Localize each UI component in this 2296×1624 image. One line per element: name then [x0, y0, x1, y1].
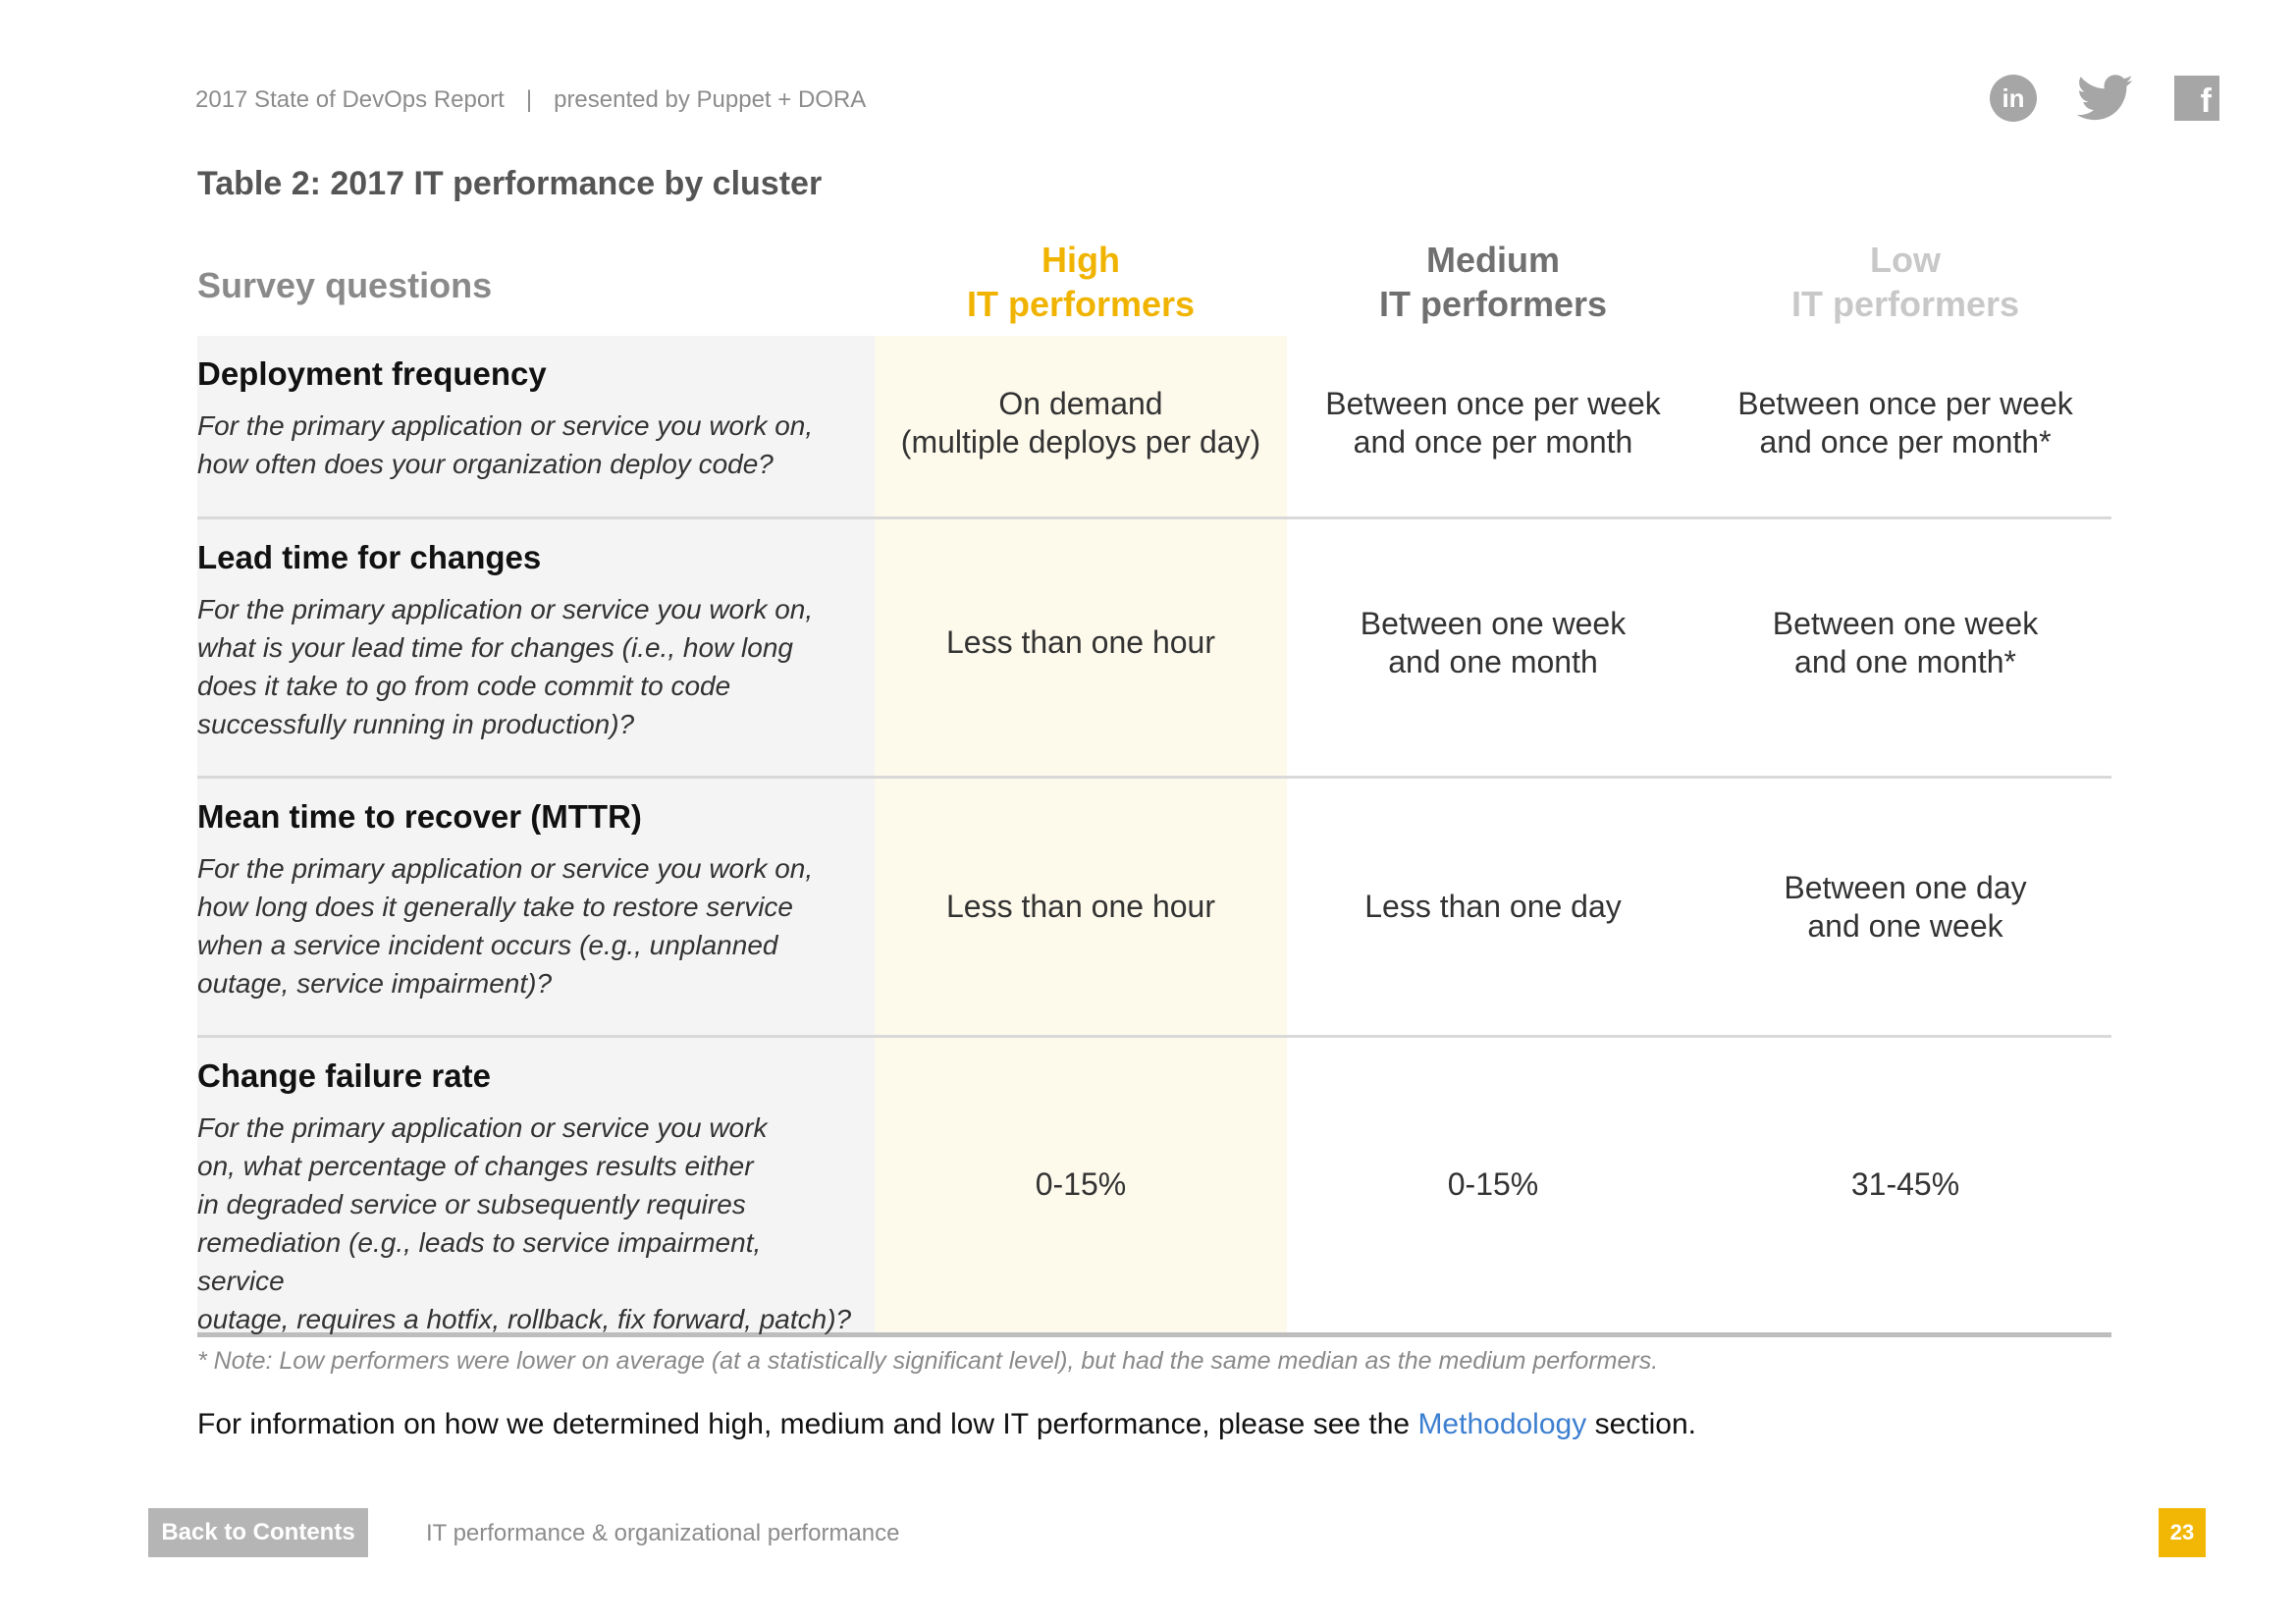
table-row	[197, 519, 2111, 779]
question-cell	[197, 519, 875, 776]
question-description: For the primary application or service you work on, how long does it generally take to restore service when a service incident occurs (e.g., unplanned outage, service impairment)?	[197, 853, 814, 999]
table-title: Table 2: 2017 IT performance by cluster	[197, 165, 823, 202]
facebook-icon[interactable]: f	[2174, 76, 2219, 121]
report-header	[195, 86, 866, 114]
table-header-row	[197, 228, 2111, 336]
question-title: Change failure rate	[197, 1057, 491, 1094]
table-row	[197, 779, 2111, 1038]
info-text: For information on how we determined high, medium and low IT performance, please see the	[197, 1408, 1418, 1440]
methodology-link[interactable]: Methodology	[1417, 1408, 1587, 1440]
question-title: Deployment frequency	[197, 355, 547, 392]
question-title: Mean time to recover (MTTR)	[197, 798, 642, 835]
high-performers-header: High IT performers	[966, 240, 1196, 324]
high-value-cell: Less than one hour	[875, 779, 1287, 1035]
medium-performers-header: Medium IT performers	[1378, 240, 1608, 324]
social-links	[1990, 75, 2219, 122]
info-text-end: section.	[1586, 1408, 1696, 1440]
question-title: Lead time for changes	[197, 539, 542, 575]
question-cell	[197, 336, 875, 516]
performance-table	[197, 228, 2111, 1337]
question-description: For the primary application or service you work on, what is your lead time for changes (i.e., how long does it take to go from code commit to code successfully running in production)?	[197, 594, 814, 739]
low-performers-header: Low IT performers	[1790, 240, 2020, 324]
medium-value-cell: 0-15%	[1447, 1165, 1539, 1202]
high-value-cell: On demand (multiple deploys per day)	[875, 336, 1287, 516]
table-footnote: * Note: Low performers were lower on average (at a statistically significant level), but had the same median as the medium performers.	[197, 1347, 1659, 1375]
low-value-cell: Between one week and one month*	[1772, 605, 2039, 679]
header-separator: |	[525, 86, 533, 113]
table-row	[197, 1038, 2111, 1337]
table-row	[197, 336, 2111, 519]
medium-value-cell: Between once per week and once per month	[1325, 386, 1661, 460]
question-description: For the primary application or service you work on, how often does your organization deploy code?	[197, 410, 814, 479]
low-value-cell: Between once per week and once per month*	[1737, 386, 2073, 460]
footer-section-title: IT performance & organizational performance	[426, 1520, 900, 1546]
medium-value-cell: Between one week and one month	[1360, 605, 1627, 679]
report-title: 2017 State of DevOps Report	[195, 86, 505, 113]
question-cell	[197, 1038, 875, 1332]
low-value-cell: 31-45%	[1850, 1165, 1960, 1202]
page-number: 23	[2159, 1508, 2206, 1557]
high-value-cell: 0-15%	[875, 1038, 1287, 1332]
medium-value-cell: Less than one day	[1364, 889, 1622, 924]
survey-questions-header: Survey questions	[197, 265, 493, 305]
back-to-contents-button[interactable]: Back to Contents	[148, 1508, 368, 1557]
presented-by: presented by Puppet + DORA	[554, 86, 867, 113]
question-description: For the primary application or service you work on, what percentage of changes results either in degraded service or subsequently requires remediation (e.g., leads to service impairment, service outage, requires a hotfix, rollback, fix forward, patch)?	[197, 1112, 852, 1334]
question-cell	[197, 779, 875, 1035]
twitter-icon[interactable]	[2076, 75, 2135, 122]
high-value-cell: Less than one hour	[875, 519, 1287, 776]
methodology-info	[197, 1408, 1696, 1441]
low-value-cell: Between one day and one week	[1784, 869, 2027, 944]
linkedin-icon[interactable]: in	[1990, 75, 2037, 122]
